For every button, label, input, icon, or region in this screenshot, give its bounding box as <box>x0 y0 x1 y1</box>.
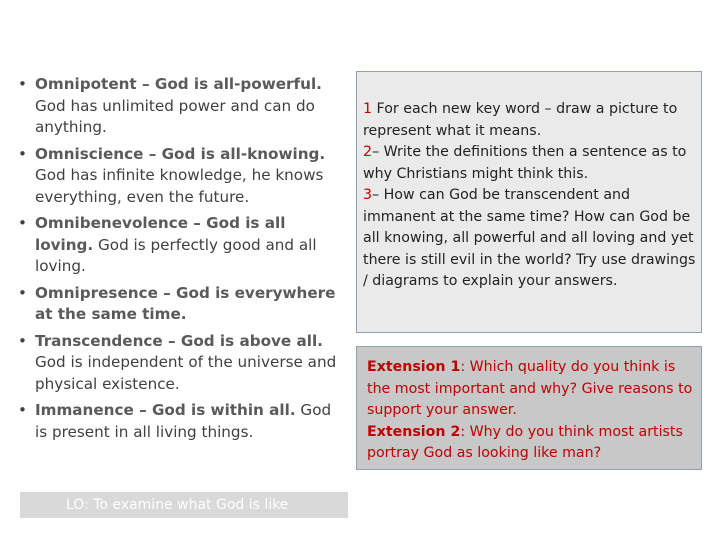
extension-label: Extension 2 <box>367 423 461 440</box>
task-number: 3 <box>363 187 373 203</box>
quality-term: Omnibenevolence – God is all loving. <box>35 214 286 254</box>
extension-item <box>367 422 697 465</box>
bullet-icon: • <box>18 75 27 93</box>
task-text: For each new key word – draw a picture to represent what it means. <box>363 101 678 139</box>
extension-label: Extension 1 <box>367 359 461 375</box>
quality-description: God is present in all living things. <box>35 401 332 441</box>
quality-item <box>16 331 346 396</box>
quality-description: God is independent of the universe and physical existence. <box>35 353 337 393</box>
bullet-icon: • <box>18 214 27 232</box>
task-item <box>363 185 697 293</box>
quality-description: God is perfectly good and all loving. <box>35 235 317 275</box>
extension-text: : Why do you think most artists portray God as looking like man? <box>367 423 683 461</box>
quality-term: Omnipresence – God is everywhere at the same time. <box>35 283 336 323</box>
task-number: 1 <box>363 101 373 117</box>
task-item <box>363 142 697 185</box>
extension-text: : Which quality do you think is the most important and why? Give reasons to support your answer. <box>367 359 693 418</box>
learning-objective-bar: LO: To examine what God is like <box>20 492 348 518</box>
quality-item <box>16 144 346 209</box>
quality-item <box>16 400 346 443</box>
quality-term: Immanence – God is within all. <box>35 401 296 419</box>
task-item <box>363 99 697 142</box>
extension-item <box>367 357 697 422</box>
quality-term: Transcendence – God is above all. <box>35 331 323 350</box>
quality-description: God has infinite knowledge, he knows everything, even the future. <box>35 166 324 206</box>
extension-box <box>356 346 702 470</box>
quality-term: Omnipotent – God is all-powerful. <box>35 75 322 93</box>
quality-item <box>16 213 346 278</box>
quality-description: God has unlimited power and can do anything. <box>35 96 315 136</box>
quality-item <box>16 283 346 326</box>
bullet-icon: • <box>18 331 27 350</box>
bullet-icon: • <box>18 401 27 419</box>
task-text: – Write the definitions then a sentence as to why Christians might think this. <box>363 144 687 182</box>
bullet-icon: • <box>18 283 27 302</box>
quality-term: Omniscience – God is all-knowing. <box>35 144 326 163</box>
qualities-list <box>16 74 346 448</box>
task-box <box>356 71 702 333</box>
task-text: – How can God be transcendent and immanent at the same time? How can God be all knowing, all powerful and all loving and yet there is still evil in the world? Try use drawings / diagrams to explain your answers. <box>363 187 696 289</box>
bullet-icon: • <box>18 144 27 163</box>
task-number: 2 <box>363 144 373 160</box>
quality-item <box>16 74 346 139</box>
